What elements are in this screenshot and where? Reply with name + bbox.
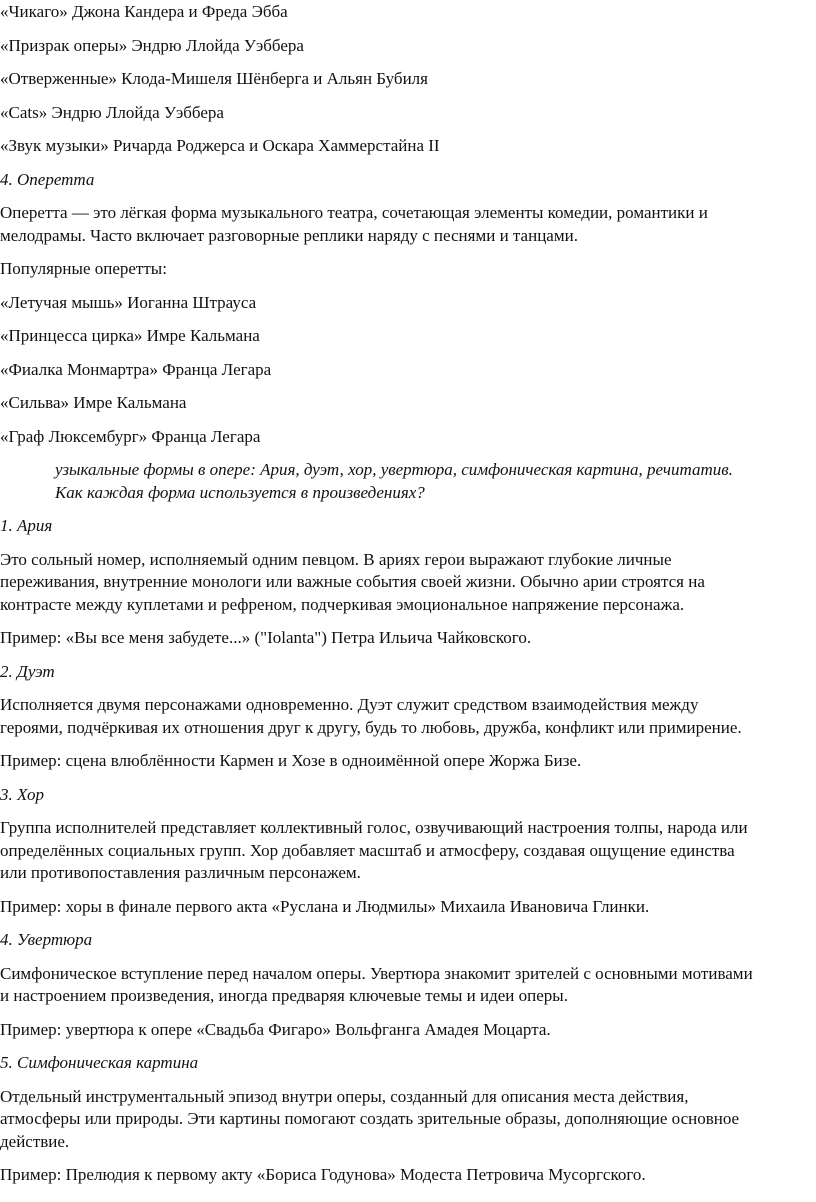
- section-heading: [0, 169, 816, 192]
- text-line: «Граф Люксембург» Франца Легара: [0, 426, 261, 446]
- text-line: Отдельный инструментальный эпизод внутри оперы, созданный для описания места действия,: [0, 1086, 689, 1106]
- text-line: Популярные оперетты:: [0, 259, 167, 278]
- text-line: Симфоническое вступление перед началом оперы. Увертюра знакомит зрителей с основными мотивами: [0, 963, 753, 983]
- text-line: героями, подчёркивая их отношения друг к другу, будь то любовь, дружба, конфликт или примирение.: [0, 717, 742, 737]
- question-paragraph: [0, 459, 816, 504]
- text-line: Группа исполнителей представляет коллективный голос, озвучивающий настроения толпы, народа или: [0, 818, 748, 837]
- paragraph: [0, 694, 816, 739]
- text-line: 3. Хор: [0, 784, 45, 804]
- paragraph: [0, 1086, 816, 1154]
- text-line: Пример: хоры в финале первого акта «Руслана и Людмилы» Михаила Ивановича Глинки.: [0, 896, 650, 916]
- paragraph: [0, 627, 816, 650]
- paragraph: [0, 549, 816, 617]
- paragraph: [0, 1, 816, 24]
- section-heading: [0, 784, 816, 807]
- text-line: «Летучая мышь» Иоганна Штрауса: [0, 292, 257, 312]
- paragraph: [0, 817, 816, 885]
- text-line: «Призрак оперы» Эндрю Ллойда Уэббера: [0, 35, 304, 55]
- paragraph: [0, 68, 816, 91]
- text-line: контрасте между куплетами и рефреном, подчеркивая эмоциональное напряжение персонажа.: [0, 594, 685, 614]
- text-line: или противопоставления различным персонажем.: [0, 863, 361, 882]
- paragraph: [0, 102, 816, 125]
- paragraph: [0, 1164, 816, 1187]
- text-line: и настроением произведения, иногда предваряя ключевые темы и идеи оперы.: [0, 986, 568, 1005]
- text-line: Как каждая форма используется в произведениях?: [55, 482, 425, 502]
- paragraph: [0, 135, 816, 158]
- section-heading: [0, 661, 816, 684]
- text-line: «Чикаго» Джона Кандера и Фреда Эбба: [0, 2, 288, 21]
- text-line: действие.: [0, 1131, 70, 1151]
- text-line: 5. Симфоническая картина: [0, 1053, 199, 1072]
- text-line: Исполняется двумя персонажами одновременно. Дуэт служит средством взаимодействия между: [0, 695, 699, 714]
- text-line: 4. Оперетта: [0, 169, 95, 189]
- text-line: «Cats» Эндрю Ллойда Уэббера: [0, 102, 224, 122]
- text-line: «Фиалка Монмартра» Франца Легара: [0, 359, 272, 379]
- text-line: Пример: Прелюдия к первому акту «Бориса Годунова» Модеста Петровича Мусоргского.: [0, 1165, 646, 1184]
- paragraph: [0, 359, 816, 382]
- text-line: 4. Увертюра: [0, 930, 93, 949]
- text-line: переживания, внутренние монологи или важные события своей жизни. Обычно арии строятся на: [0, 572, 705, 591]
- section-heading: [0, 515, 816, 538]
- paragraph: [0, 750, 816, 773]
- text-line: 1. Ария: [0, 516, 53, 535]
- text-line: «Принцесса цирка» Имре Кальмана: [0, 326, 260, 345]
- paragraph: [0, 202, 816, 247]
- paragraph: [0, 392, 816, 415]
- text-line: Пример: «Вы все меня забудете...» ("Iolanta") Петра Ильича Чайковского.: [0, 628, 532, 647]
- text-line: Оперетта — это лёгкая форма музыкального театра, сочетающая элементы комедии, романтики и: [0, 203, 708, 222]
- section-heading: [0, 1052, 816, 1075]
- section-heading: [0, 929, 816, 952]
- text-line: Это сольный номер, исполняемый одним певцом. В ариях герои выражают глубокие личные: [0, 549, 672, 569]
- text-line: Пример: увертюра к опере «Свадьба Фигаро» Вольфганга Амадея Моцарта.: [0, 1019, 551, 1039]
- paragraph: [0, 426, 816, 449]
- text-line: «Звук музыки» Ричарда Роджерса и Оскара Хаммерстайна II: [0, 136, 440, 155]
- text-line: 2. Дуэт: [0, 661, 55, 681]
- text-line: атмосферы или природы. Эти картины помогают создать зрительные образы, дополняющие основное: [0, 1109, 740, 1128]
- paragraph: [0, 292, 816, 315]
- text-line: «Отверженные» Клода-Мишеля Шёнберга и Альян Бубиля: [0, 69, 428, 88]
- text-line: определённых социальных групп. Хор добавляет масштаб и атмосферу, создавая ощущение единства: [0, 840, 735, 860]
- paragraph: [0, 963, 816, 1008]
- paragraph: [0, 896, 816, 919]
- text-line: узыкальные формы в опере: Ария, дуэт, хор, увертюра, симфоническая картина, речитатив.: [55, 460, 733, 479]
- paragraph: [0, 1019, 816, 1042]
- paragraph: [0, 325, 816, 348]
- paragraph: [0, 35, 816, 58]
- text-line: «Сильва» Имре Кальмана: [0, 393, 187, 412]
- text-line: Пример: сцена влюблённости Кармен и Хозе в одноимённой опере Жоржа Бизе.: [0, 751, 582, 770]
- text-line: мелодрамы. Часто включает разговорные реплики наряду с песнями и танцами.: [0, 225, 578, 245]
- paragraph: [0, 258, 816, 281]
